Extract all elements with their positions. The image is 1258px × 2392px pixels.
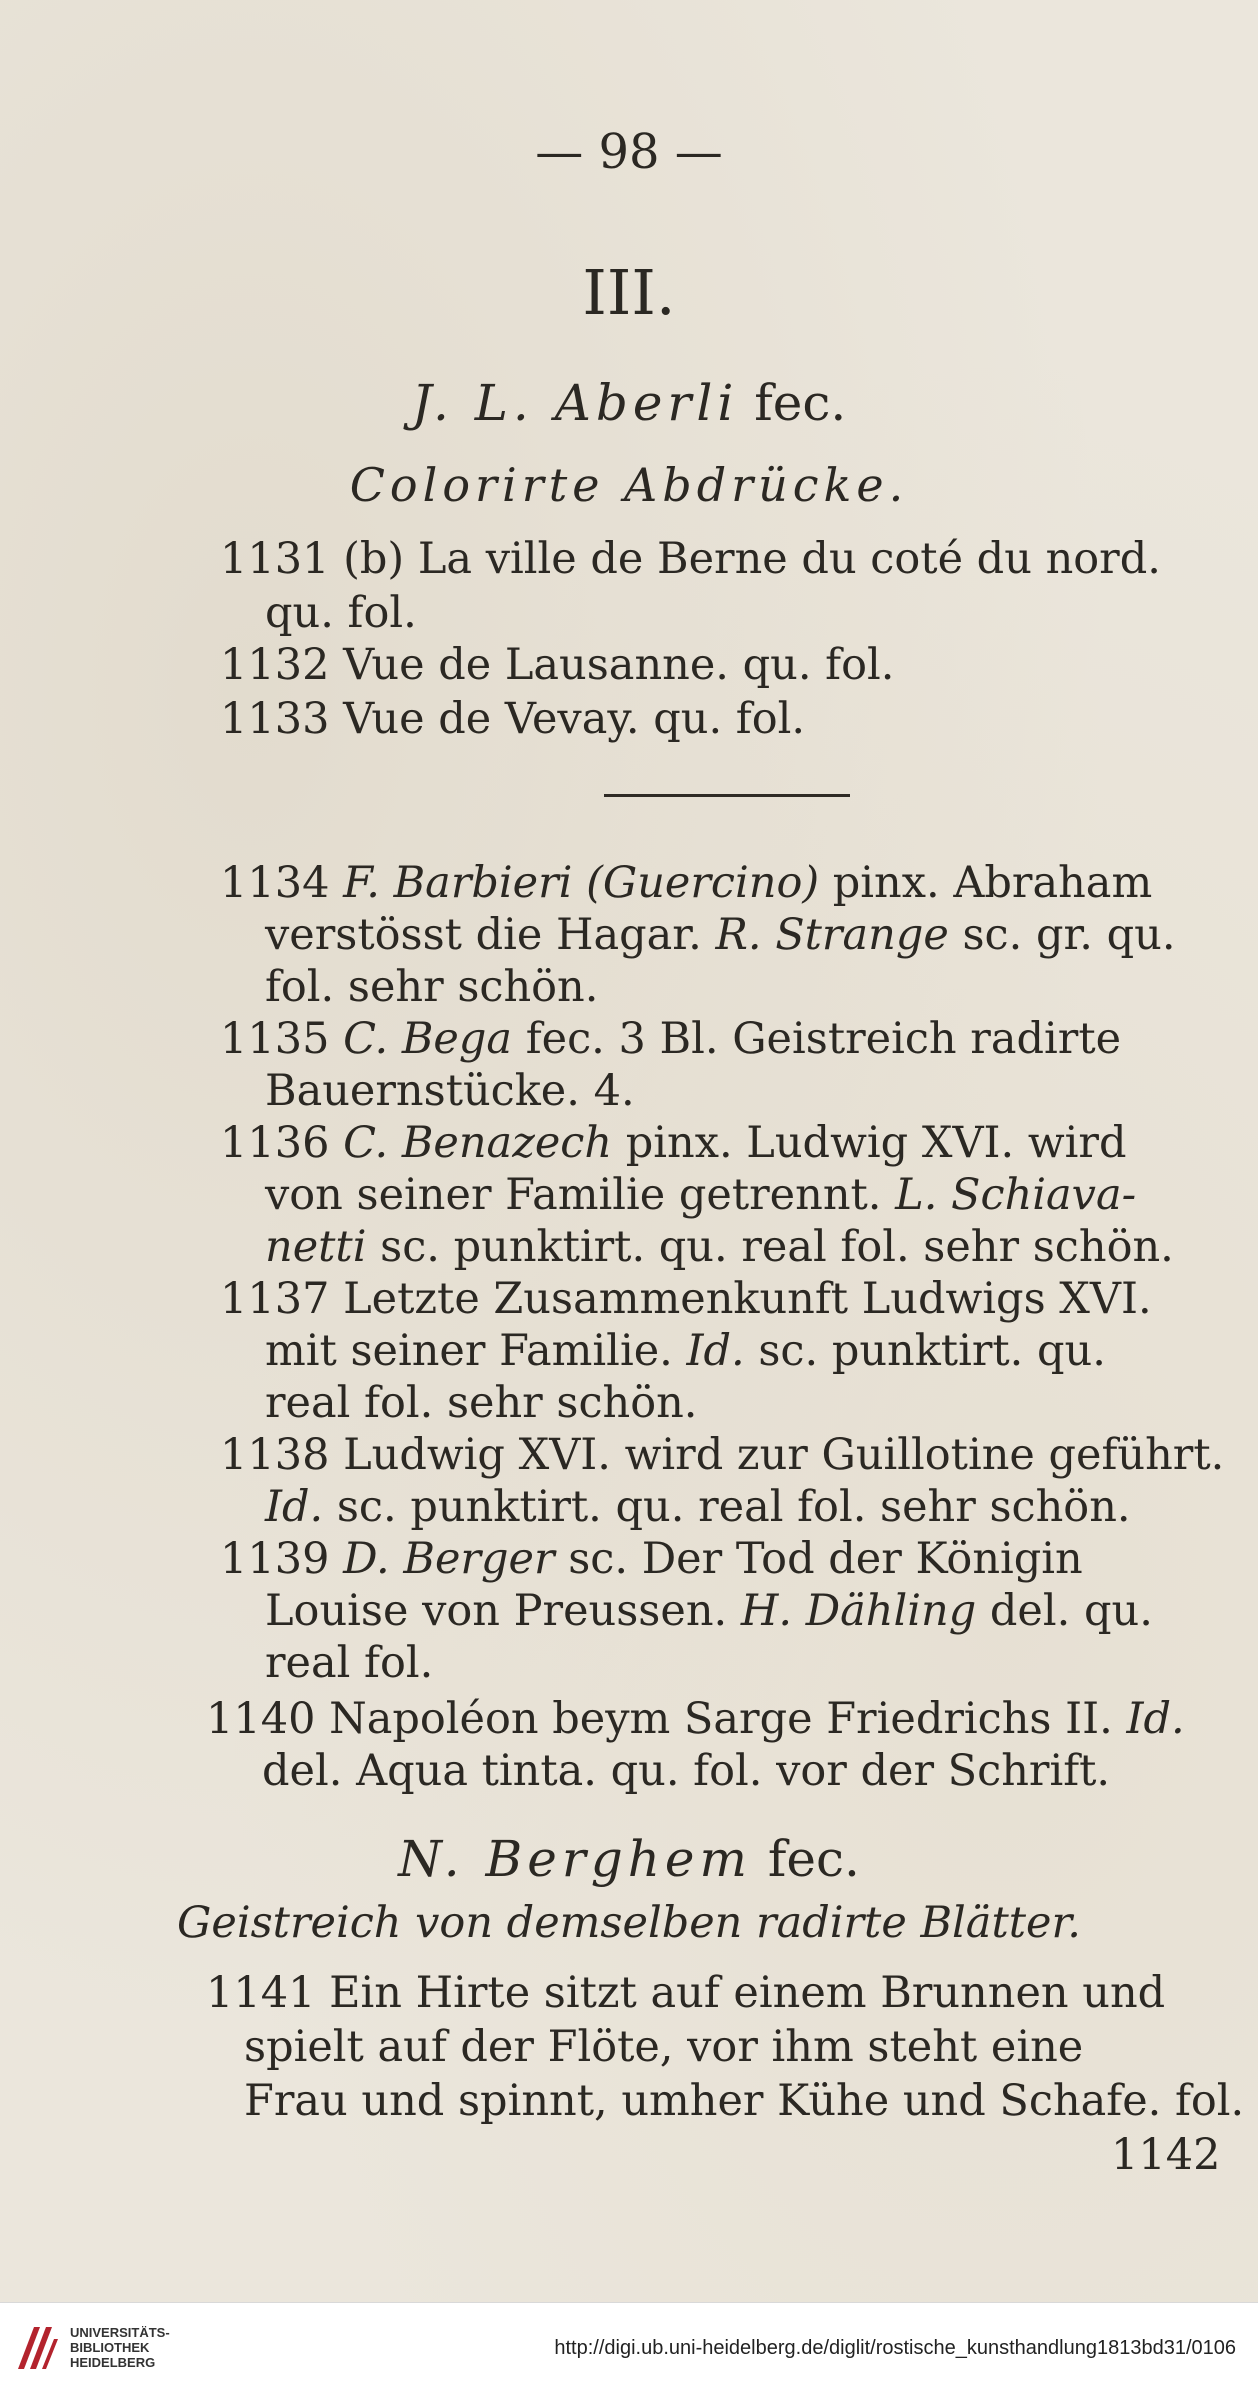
entry-text: sc. gr. qu. — [962, 910, 1176, 960]
library-name — [70, 2325, 170, 2370]
idem-abbrev: Id. — [265, 1482, 324, 1532]
idem-abbrev: Id. — [686, 1326, 745, 1376]
entry-number: 1134 — [220, 858, 330, 908]
entry-1134-line2 — [265, 910, 1176, 960]
entry-1136-line1 — [220, 1118, 1127, 1168]
library-logo-icon — [14, 2319, 60, 2377]
entry-1141-line3: Frau und spinnt, umher Kühe und Schafe. fol. — [244, 2076, 1245, 2126]
entry-number: 1139 — [220, 1534, 330, 1584]
section-divider — [604, 794, 850, 797]
entry-1136-line2 — [265, 1170, 1137, 1220]
entry-1135-line2: Bauernstücke. 4. — [265, 1066, 635, 1116]
library-name-line: HEIDELBERG — [70, 2355, 156, 2370]
entry-1140-line1 — [206, 1694, 1185, 1744]
entry-1140-line2: del. Aqua tinta. qu. fol. vor der Schrift. — [262, 1746, 1111, 1796]
entry-text: 1140 Napoléon beym Sarge Friedrichs II. — [206, 1694, 1113, 1744]
artist-alias: (Guercino) — [586, 858, 820, 908]
entry-1139-line2 — [265, 1586, 1153, 1636]
entry-text: Louise von Preussen. — [265, 1586, 728, 1636]
entry-1131-line2: qu. fol. — [265, 588, 417, 638]
entry-text: sc. punktirt. qu. real fol. sehr schön. — [336, 1482, 1131, 1532]
entry-text: sc. punktirt. qu. — [758, 1326, 1106, 1376]
artist-name: D. Berger — [343, 1534, 555, 1584]
artist-suffix: fec. — [754, 374, 847, 432]
entry-1141-line2: spielt auf der Flöte, vor ihm steht eine — [244, 2022, 1084, 2072]
draughtsman-name: H. Dähling — [740, 1586, 977, 1636]
entry-1134-line3: fol. sehr schön. — [265, 962, 599, 1012]
entry-1136-line3 — [265, 1222, 1174, 1272]
section-heading: III. — [582, 256, 676, 329]
library-name-line: BIBLIOTHEK — [70, 2340, 150, 2355]
entry-text: pinx. Abraham — [832, 858, 1153, 908]
entry-1141-line1: 1141 Ein Hirte sitzt auf einem Brunnen und — [206, 1968, 1166, 2018]
artist-name: C. Benazech — [343, 1118, 613, 1168]
permalink-url[interactable]: http://digi.ub.uni-heidelberg.de/diglit/rostische_kunsthandlung1813bd31/0106 — [554, 2337, 1236, 2359]
entry-1134-line1 — [220, 858, 1153, 908]
entry-text: pinx. Ludwig XVI. wird — [625, 1118, 1127, 1168]
entry-1135-line1 — [220, 1014, 1122, 1064]
engraver-name: R. Strange — [715, 910, 949, 960]
entry-number: 1135 — [220, 1014, 330, 1064]
entry-text: sc. punktirt. qu. real fol. sehr schön. — [380, 1222, 1174, 1272]
entry-1139-line1 — [220, 1534, 1083, 1584]
entry-text: von seiner Familie getrennt. — [265, 1170, 882, 1220]
engraver-name: L. Schiava- — [895, 1170, 1137, 1220]
entry-1137-line3: real fol. sehr schön. — [265, 1378, 698, 1428]
entry-text: sc. Der Tod der Königin — [568, 1534, 1083, 1584]
artist-name: C. Bega — [343, 1014, 513, 1064]
entry-text: verstösst die Hagar. — [265, 910, 702, 960]
entry-1132: 1132 Vue de Lausanne. qu. fol. — [220, 640, 895, 690]
artist-heading-aberli — [0, 374, 1258, 432]
entry-text: fec. 3 Bl. Geistreich radirte — [525, 1014, 1122, 1064]
artist-suffix: fec. — [767, 1830, 860, 1888]
entry-number: 1136 — [220, 1118, 330, 1168]
idem-abbrev: Id. — [1126, 1694, 1185, 1744]
engraver-name: netti — [265, 1222, 367, 1272]
entry-1138-line2 — [265, 1482, 1131, 1532]
artist-name: N. Berghem — [398, 1830, 752, 1888]
subheading-colorirte: Colorirte Abdrücke. — [349, 458, 909, 512]
entry-1138-line1: 1138 Ludwig XVI. wird zur Guillotine geführt. — [220, 1430, 1225, 1480]
entry-1137-line1: 1137 Letzte Zusammenkunft Ludwigs XVI. — [220, 1274, 1152, 1324]
library-name-line: UNIVERSITÄTS- — [70, 2325, 170, 2340]
artist-name: F. Barbieri — [343, 858, 573, 908]
artist-name: J. L. Aberli — [411, 374, 739, 432]
subheading-geistreich: Geistreich von demselben radirte Blätter. — [177, 1898, 1081, 1948]
entry-text: del. qu. — [989, 1586, 1153, 1636]
viewer-footer — [0, 2302, 1258, 2392]
entry-1133: 1133 Vue de Vevay. qu. fol. — [220, 694, 806, 744]
entry-1137-line2 — [265, 1326, 1106, 1376]
entry-text: mit seiner Familie. — [265, 1326, 673, 1376]
catchword: 1142 — [1111, 2130, 1221, 2180]
entry-1131-line1: 1131 (b) La ville de Berne du coté du nord. — [220, 534, 1161, 584]
page-number: — 98 — — [535, 124, 723, 180]
artist-heading-berghem — [0, 1830, 1258, 1888]
entry-1139-line3: real fol. — [265, 1638, 434, 1688]
